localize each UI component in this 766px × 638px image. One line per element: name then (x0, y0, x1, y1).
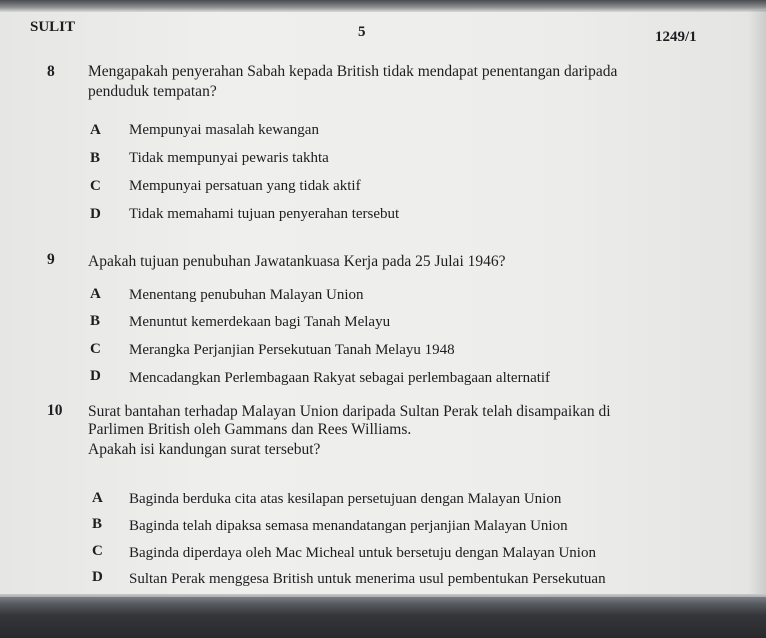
option-text: Baginda diperdaya oleh Mac Micheal untuk bersetuju dengan Malayan Union (129, 545, 596, 561)
question-line: Apakah isi kandungan surat tersebut? (88, 441, 321, 458)
question-number: 8 (47, 63, 55, 80)
header-label-sulit: SULIT (30, 19, 76, 35)
page-number: 5 (358, 24, 366, 40)
question-line: penduduk tempatan? (88, 83, 217, 100)
top-edge (0, 0, 766, 12)
question-line: Mengapakah penyerahan Sabah kepada British tidak mendapat penentangan daripada (88, 63, 618, 80)
option-text: Baginda telah dipaksa semasa menandatangan perjanjian Malayan Union (129, 518, 568, 534)
option-letter: C (90, 178, 101, 194)
option-text: Merangka Perjanjian Persekutuan Tanah Melayu 1948 (129, 342, 455, 358)
option-letter: C (90, 341, 101, 357)
option-letter: A (92, 490, 103, 506)
option-text: Sultan Perak menggesa British untuk menerima usul pembentukan Persekutuan (129, 571, 606, 587)
question-text: Apakah tujuan penubuhan Jawatankuasa Kerja pada 25 Julai 1946? (88, 253, 506, 270)
option-letter: D (90, 368, 101, 384)
option-letter: D (90, 206, 101, 222)
option-letter: C (92, 543, 103, 559)
question-number: 10 (47, 402, 63, 419)
option-text: Baginda berduka cita atas kesilapan persetujuan dengan Malayan Union (129, 491, 562, 507)
option-letter: A (90, 122, 101, 138)
option-text: Mempunyai persatuan yang tidak aktif (129, 178, 361, 194)
question-line: Parlimen British oleh Gammans dan Rees Williams. (88, 421, 412, 438)
option-text: Menuntut kemerdekaan bagi Tanah Melayu (129, 314, 391, 330)
option-letter: B (90, 313, 101, 329)
option-text: Mencadangkan Perlembagaan Rakyat sebagai perlembagaan alternatif (129, 370, 551, 386)
question-text (88, 62, 688, 102)
option-letter: B (90, 150, 101, 166)
option-text: Tidak memahami tujuan penyerahan tersebut (129, 206, 400, 222)
option-letter: D (92, 569, 103, 585)
option-letter: A (90, 286, 101, 302)
option-text: Menentang penubuhan Malayan Union (129, 287, 364, 303)
question-number: 9 (47, 251, 55, 268)
option-text: Tidak mempunyai pewaris takhta (129, 150, 329, 166)
background-surface (0, 597, 766, 638)
question-line: Surat bantahan terhadap Malayan Union daripada Sultan Perak telah disampaikan di (88, 403, 611, 420)
question-text (88, 403, 688, 459)
option-text: Mempunyai masalah kewangan (129, 122, 319, 138)
paper-code: 1249/1 (655, 29, 697, 45)
option-letter: B (92, 516, 103, 532)
page-shadow (748, 10, 766, 600)
